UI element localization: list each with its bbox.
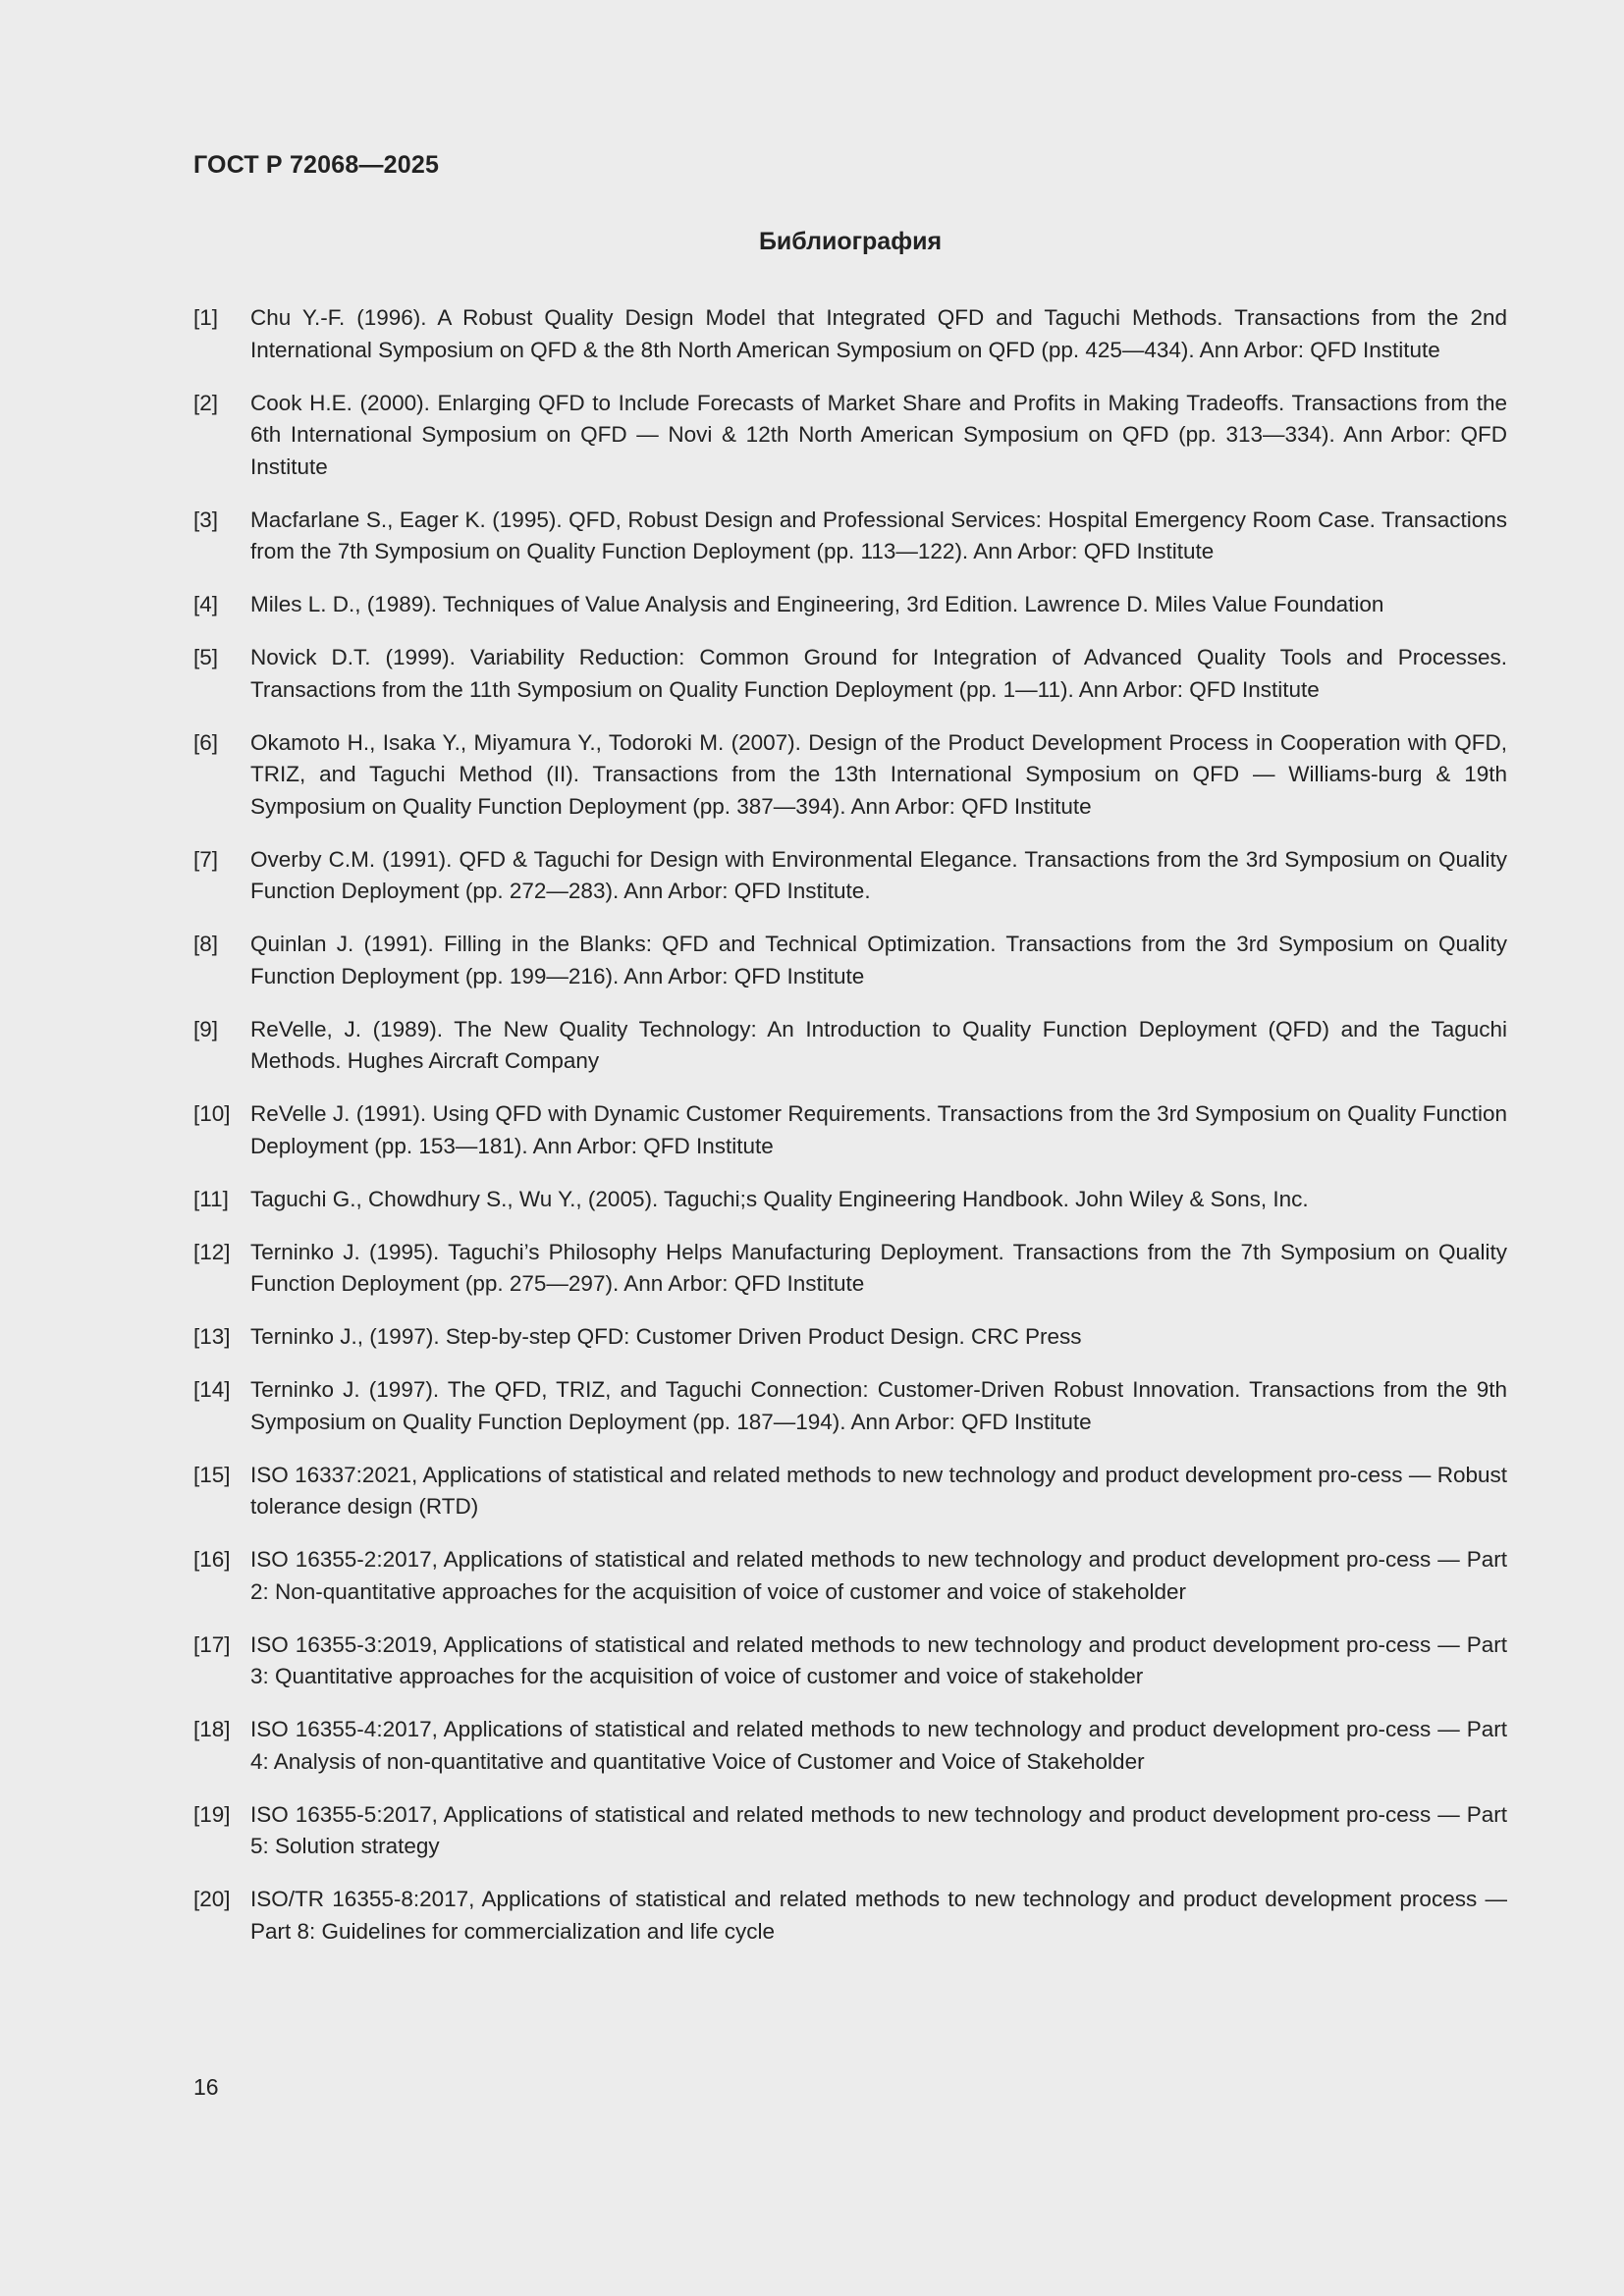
bibliography-entry	[193, 727, 1507, 824]
entry-text: Quinlan J. (1991). Filling in the Blanks: QFD and Technical Optimization. Transactions from the 3rd Symposium on Quality Function Deployment (pp. 199—216). Ann Arbor: QFD Institute	[250, 932, 1507, 988]
entry-number: [8]	[193, 932, 219, 956]
entry-number: [3]	[193, 507, 219, 532]
bibliography-list	[193, 302, 1507, 1969]
entry-text: Okamoto H., Isaka Y., Miyamura Y., Todoroki M. (2007). Design of the Product Development Process in Cooperation with QFD, TRIZ, and Taguchi Method (II). Transactions from the 13th International Symposium on QFD — Williams-burg & 19th Symposium on Quality Function Deployment (pp. 387—394). Ann Arbor: QFD Institute	[250, 729, 1507, 819]
entry-text: ISO 16355-4:2017, Applications of statistical and related methods to new technology and product development pro-cess — Part 4: Analysis of non-quantitative and quantitative Voice of Customer and Voice of Stakeholder	[250, 1717, 1507, 1774]
entry-number: [16]	[193, 1547, 231, 1572]
entry-number: [19]	[193, 1801, 231, 1827]
entry-text: Overby C.M. (1991). QFD & Taguchi for Design with Environmental Elegance. Transactions from the 3rd Symposium on Quality Function Deployment (pp. 272—283). Ann Arbor: QFD Institute.	[250, 846, 1507, 903]
bibliography-entry	[193, 589, 1507, 621]
bibliography-entry	[193, 388, 1507, 484]
entry-text: ISO/TR 16355-8:2017, Applications of statistical and related methods to new technology and product development process — Part 8: Guidelines for commercialization and life cycle	[250, 1887, 1507, 1944]
bibliography-entry	[193, 1884, 1507, 1948]
bibliography-entry	[193, 1098, 1507, 1162]
entry-number: [17]	[193, 1631, 231, 1657]
entry-number: [9]	[193, 1016, 219, 1041]
entry-text: ISO 16355-3:2019, Applications of statistical and related methods to new technology and product development pro-cess — Part 3: Quantitative approaches for the acquisition of voice of customer and voice of stakeholder	[250, 1631, 1507, 1688]
entry-text: Terninko J. (1995). Taguchi’s Philosophy Helps Manufacturing Deployment. Transactions from the 7th Symposium on Quality Function Deployment (pp. 275—297). Ann Arbor: QFD Institute	[250, 1239, 1507, 1296]
entry-text: Terninko J. (1997). The QFD, TRIZ, and Taguchi Connection: Customer-Driven Robust Innovation. Transactions from the 9th Symposium on Quality Function Deployment (pp. 187—194). Ann Arbor: QFD Institute	[250, 1377, 1507, 1434]
entry-number: [2]	[193, 390, 219, 415]
bibliography-entry	[193, 1237, 1507, 1301]
entry-text: ReVelle J. (1991). Using QFD with Dynamic Customer Requirements. Transactions from the 3rd Symposium on Quality Function Deployment (pp. 153—181). Ann Arbor: QFD Institute	[250, 1101, 1507, 1158]
entry-number: [5]	[193, 645, 219, 669]
entry-number: [6]	[193, 729, 219, 755]
bibliography-entry	[193, 929, 1507, 992]
entry-text: ISO 16355-2:2017, Applications of statistical and related methods to new technology and product development pro-cess — Part 2: Non-quantitative approaches for the acquisition of voice of customer and voice of stakeholder	[250, 1547, 1507, 1604]
entry-text: ReVelle, J. (1989). The New Quality Technology: An Introduction to Quality Function Deployment (QFD) and the Taguchi Methods. Hughes Aircraft Company	[250, 1016, 1507, 1073]
bibliography-entry	[193, 1544, 1507, 1608]
bibliography-entry	[193, 302, 1507, 366]
document-code-header: ГОСТ Р 72068—2025	[193, 151, 440, 179]
entry-number: [13]	[193, 1324, 231, 1349]
entry-number: [7]	[193, 846, 219, 872]
entry-number: [20]	[193, 1887, 231, 1911]
entry-number: [12]	[193, 1239, 231, 1264]
entry-text: Cook H.E. (2000). Enlarging QFD to Include Forecasts of Market Share and Profits in Making Tradeoffs. Transactions from the 6th International Symposium on QFD — Novi & 12th North American Symposium on QFD (pp. 313—334). Ann Arbor: QFD Institute	[250, 390, 1507, 479]
entry-text: Miles L. D., (1989). Techniques of Value Analysis and Engineering, 3rd Edition. Lawrence D. Miles Value Foundation	[250, 592, 1384, 616]
bibliography-entry	[193, 844, 1507, 908]
entry-text: ISO 16355-5:2017, Applications of statistical and related methods to new technology and product development pro-cess — Part 5: Solution strategy	[250, 1801, 1507, 1858]
entry-text: Macfarlane S., Eager K. (1995). QFD, Robust Design and Professional Services: Hospital Emergency Room Case. Transactions from the 7th Symposium on Quality Function Deployment (pp. 113—122). Ann Arbor: QFD Institute	[250, 507, 1507, 563]
bibliography-title: Библиография	[758, 228, 943, 255]
entry-number: [11]	[193, 1186, 229, 1211]
entry-number: [1]	[193, 305, 219, 330]
bibliography-entry	[193, 1184, 1507, 1216]
bibliography-entry	[193, 1014, 1507, 1078]
bibliography-entry	[193, 505, 1507, 568]
bibliography-entry	[193, 1629, 1507, 1693]
entry-number: [18]	[193, 1717, 231, 1741]
entry-text: Taguchi G., Chowdhury S., Wu Y., (2005). Taguchi;s Quality Engineering Handbook. John Wiley & Sons, Inc.	[250, 1186, 1309, 1211]
bibliography-entry	[193, 1374, 1507, 1438]
entry-text: ISO 16337:2021, Applications of statistical and related methods to new technology and product development pro-cess — Robust tolerance design (RTD)	[250, 1462, 1507, 1519]
entry-text: Chu Y.-F. (1996). A Robust Quality Design Model that Integrated QFD and Taguchi Methods. Transactions from the 2nd International Symposium on QFD & the 8th North American Symposium on QFD (pp. 425—434). Ann Arbor: QFD Institute	[250, 305, 1507, 362]
bibliography-entry	[193, 1460, 1507, 1523]
bibliography-entry	[193, 1799, 1507, 1863]
bibliography-entry	[193, 1321, 1507, 1354]
bibliography-entry	[193, 1714, 1507, 1778]
entry-text: Novick D.T. (1999). Variability Reduction: Common Ground for Integration of Advanced Quality Tools and Processes. Transactions from the 11th Symposium on Quality Function Deployment (pp. 1—11). Ann Arbor: QFD Institute	[250, 645, 1507, 702]
page-number: 16	[193, 2074, 219, 2100]
entry-number: [15]	[193, 1462, 231, 1487]
bibliography-entry	[193, 642, 1507, 706]
entry-text: Terninko J., (1997). Step-by-step QFD: Customer Driven Product Design. CRC Press	[250, 1324, 1082, 1349]
entry-number: [10]	[193, 1101, 231, 1126]
entry-number: [4]	[193, 592, 219, 616]
entry-number: [14]	[193, 1377, 231, 1402]
